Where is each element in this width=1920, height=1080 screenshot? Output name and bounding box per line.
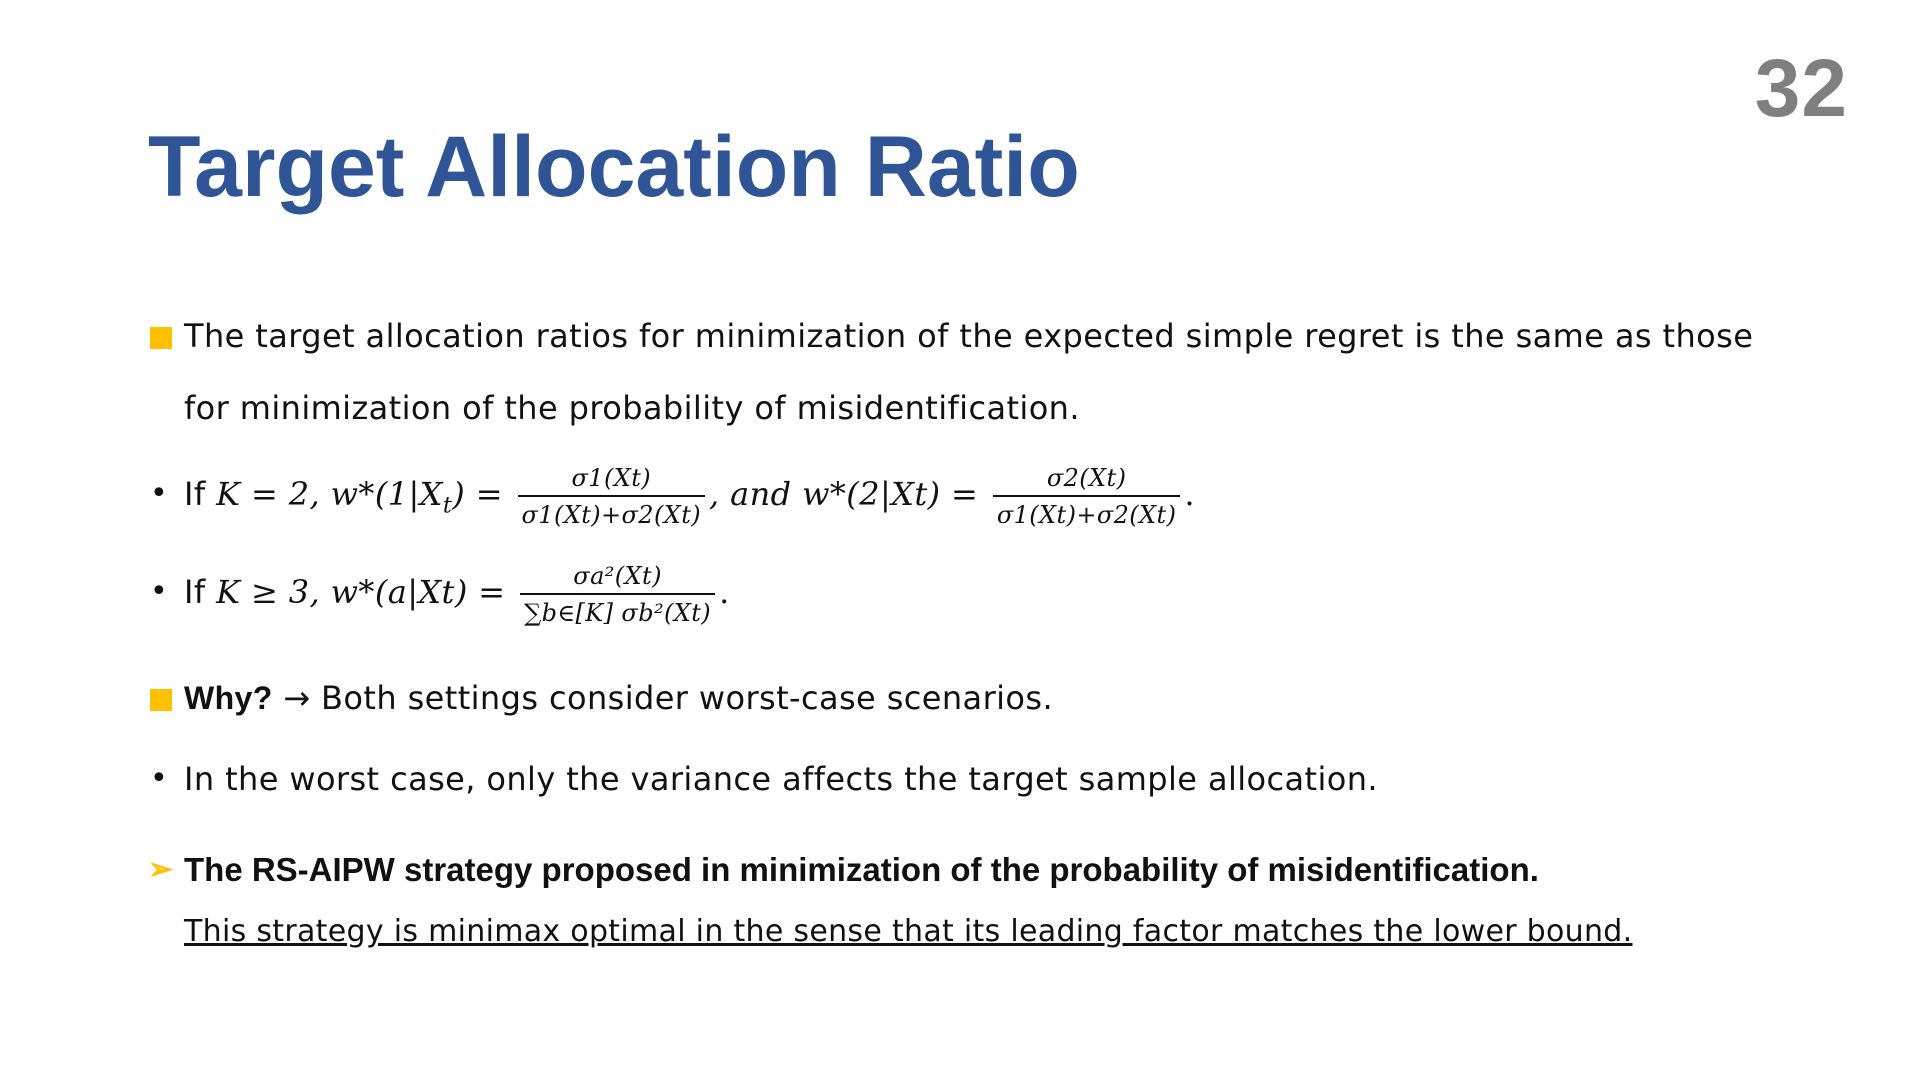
fraction-wa [520,561,715,628]
sub-point-text: In the worst case, only the variance affects the target sample allocation. [184,760,1378,798]
formula-end: . [719,573,730,611]
square-bullet-icon [150,689,172,711]
fraction-denominator: ∑b∈[K] σb²(Xt) [524,598,712,627]
page-title: Target Allocation Ratio [148,119,1080,215]
conclusion-text: The RS-AIPW strategy proposed in minimization of the probability of misidentification. [184,851,1539,888]
bullet-text: The target allocation ratios for minimization of the expected simple regret is the same as those for minimization of the probability of misidentification. [184,317,1754,427]
fraction-denominator: σ1(Xt)+σ2(Xt) [996,500,1177,529]
conclusion-note: This strategy is minimax optimal in the sense that its leading factor matches the lower bound. [184,914,1633,949]
square-bullet-icon [150,327,172,349]
conclusion [148,846,1788,894]
fraction-denominator: σ1(Xt)+σ2(Xt) [521,500,702,529]
formula-if-label: If [184,573,217,611]
formula-k2 [148,450,1788,538]
formula-k2-mid: , and w*(2|Xt) = [709,475,979,513]
fraction-w1 [518,463,706,530]
dot-bullet-icon: • [150,574,169,609]
bullet-point-target-ratio [148,300,1788,444]
slide-content [148,300,1788,949]
formula-end: . [1184,475,1195,513]
fraction-numerator: σ1(Xt) [518,463,706,497]
dot-bullet-icon: • [150,761,169,796]
fraction-w2 [993,463,1181,530]
bullet-point-why [148,662,1788,734]
why-label: Why? [184,680,273,716]
formula-k3-condition: K ≥ 3, w*(a|Xt) = [216,573,506,611]
page-number: 32 [1754,43,1848,134]
formula-k3 [148,548,1788,636]
fraction-numerator: σ2(Xt) [993,463,1181,497]
dot-bullet-icon: • [150,476,169,511]
fraction-numerator: σa²(Xt) [520,561,715,595]
sub-point-variance [148,754,1788,804]
formula-k2-condition: K = 2, $w*(1|X_t)$ = [216,475,503,519]
why-text: → Both settings consider worst-case scenarios. [272,679,1054,717]
arrowhead-icon: ➢ [148,853,174,886]
formula-if-label: If [184,475,217,513]
